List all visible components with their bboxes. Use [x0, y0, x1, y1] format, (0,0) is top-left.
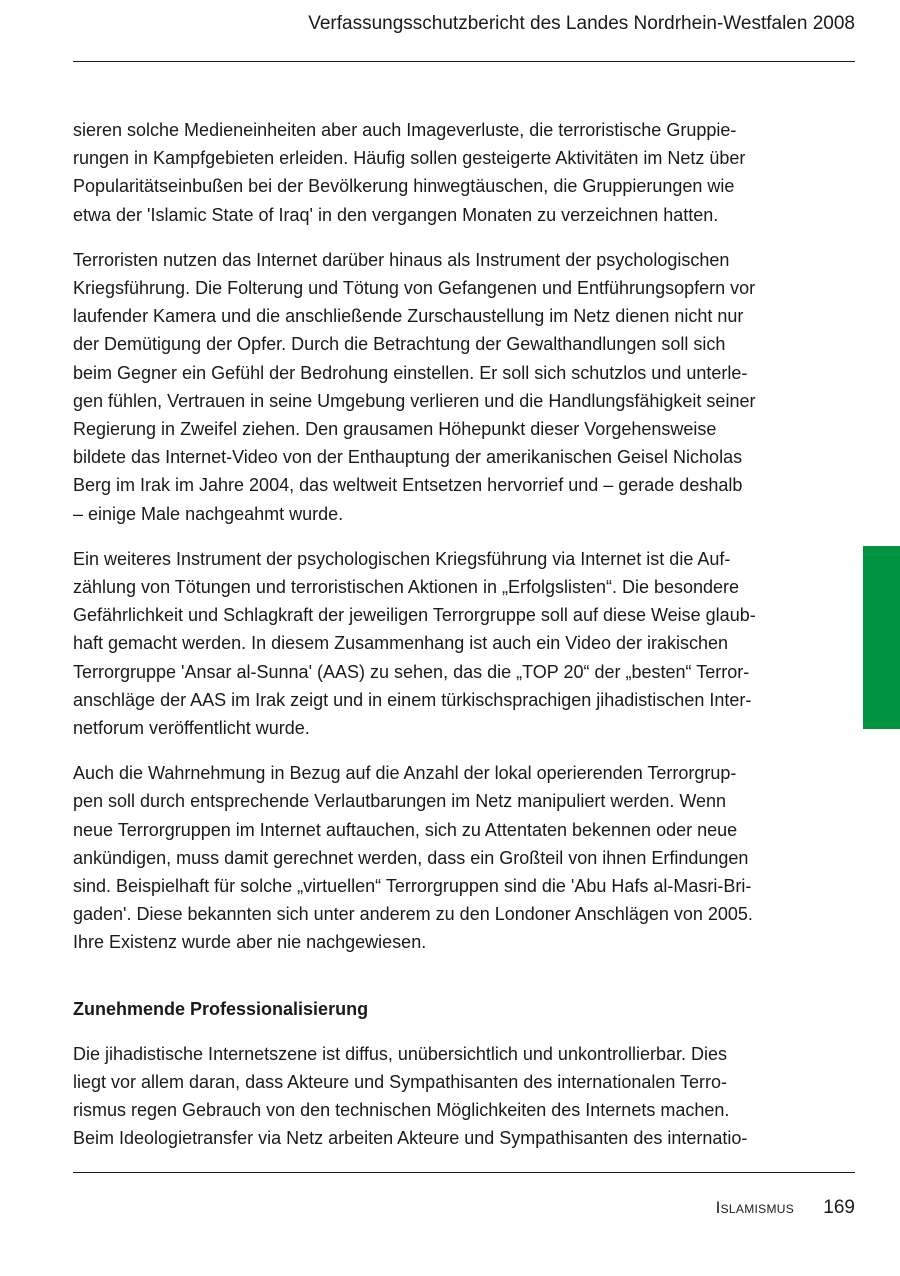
text-line: gaden'. Diese bekannten sich unter anderem zu den Londoner Anschlägen von 2005.: [73, 904, 753, 925]
text-line: Kriegsführung. Die Folterung und Tötung von Gefangenen und Entführungsopfern vor: [73, 278, 756, 299]
page-footer: [716, 1197, 855, 1219]
page-number: 169: [823, 1197, 855, 1218]
text-line: gen fühlen, Vertrauen in seine Umgebung verlieren und die Handlungsfähigkeit seiner: [73, 390, 756, 411]
header-rule: [73, 61, 855, 62]
text-line: Berg im Irak im Jahre 2004, das weltweit Entsetzen hervorrief und – gerade deshalb: [73, 475, 743, 496]
text-line: Ein weiteres Instrument der psychologischen Kriegsführung via Internet ist die Auf-: [73, 548, 731, 569]
text-line: ankündigen, muss damit gerechnet werden, dass ein Großteil von ihnen Erfindungen: [73, 847, 749, 868]
text-line: Gefährlichkeit und Schlagkraft der jeweiligen Terrorgruppe soll auf diese Weise glaub-: [73, 605, 756, 626]
text-line: neue Terrorgruppen im Internet auftauchen, sich zu Attentaten bekennen oder neue: [73, 819, 738, 840]
chapter-marker-tab: [863, 546, 900, 729]
text-line: liegt vor allem daran, dass Akteure und Sympathisanten des internationalen Terro-: [73, 1071, 728, 1092]
text-line: Beim Ideologietransfer via Netz arbeiten Akteure und Sympathisanten des internatio-: [73, 1128, 748, 1149]
paragraph-4: [73, 759, 818, 956]
text-line: Ihre Existenz wurde aber nie nachgewiesen.: [73, 932, 427, 953]
text-line: rungen in Kampfgebieten erleiden. Häufig sollen gesteigerte Aktivitäten im Netz über: [73, 148, 746, 169]
text-line: pen soll durch entsprechende Verlautbarungen im Netz manipuliert werden. Wenn: [73, 791, 727, 812]
text-line: Die jihadistische Internetszene ist diffus, unübersichtlich und unkontrollierbar. Dies: [73, 1043, 728, 1064]
text-line: Terrorgruppe 'Ansar al-Sunna' (AAS) zu sehen, das die „TOP 20“ der „besten“ Terror-: [73, 661, 750, 682]
text-line: Regierung in Zweifel ziehen. Den grausamen Höhepunkt dieser Vorgehensweise: [73, 419, 717, 440]
section-heading: Zunehmende Professionalisierung: [73, 998, 369, 1019]
text-line: anschläge der AAS im Irak zeigt und in einem türkischsprachigen jihadistischen Inter-: [73, 689, 752, 710]
text-line: – einige Male nachgeahmt wurde.: [73, 503, 344, 524]
text-line: der Demütigung der Opfer. Durch die Betrachtung der Gewalthandlungen soll sich: [73, 334, 726, 355]
paragraph-1: [73, 116, 818, 229]
text-line: laufender Kamera und die anschließende Zurschaustellung im Netz dienen nicht nur: [73, 306, 744, 327]
footer-rule: [73, 1172, 855, 1173]
main-text: [73, 116, 818, 1170]
text-line: rismus regen Gebrauch von den technischen Möglichkeiten des Internets machen.: [73, 1100, 730, 1121]
text-line: netforum veröffentlicht wurde.: [73, 718, 310, 739]
paragraph-5: [73, 1040, 818, 1153]
text-line: haft gemacht werden. In diesem Zusammenhang ist auch ein Video der irakischen: [73, 633, 729, 654]
text-line: Terroristen nutzen das Internet darüber hinaus als Instrument der psychologischen: [73, 249, 730, 270]
text-line: etwa der 'Islamic State of Iraq' in den vergangen Monaten zu verzeichnen hatten.: [73, 204, 719, 225]
section-label: Islamismus: [715, 1198, 795, 1217]
text-line: Popularitätseinbußen bei der Bevölkerung hinwegtäuschen, die Gruppierungen wie: [73, 176, 735, 197]
paragraph-3: [73, 545, 818, 742]
text-line: sieren solche Medieneinheiten aber auch Imageverluste, die terroristische Gruppie-: [73, 120, 737, 140]
text-line: bildete das Internet-Video von der Enthauptung der amerikanischen Geisel Nicholas: [73, 447, 743, 468]
text-line: beim Gegner ein Gefühl der Bedrohung einstellen. Er soll sich schutzlos und unterle-: [73, 362, 748, 383]
running-header: Verfassungsschutzbericht des Landes Nordrhein-Westfalen 2008: [308, 13, 855, 34]
text-line: zählung von Tötungen und terroristischen Aktionen in „Erfolgslisten“. Die besondere: [73, 577, 740, 598]
text-line: sind. Beispielhaft für solche „virtuellen“ Terrorgruppen sind die 'Abu Hafs al-Masri-Bri-: [73, 876, 752, 897]
text-line: Auch die Wahrnehmung in Bezug auf die Anzahl der lokal operierenden Terrorgrup-: [73, 763, 737, 784]
paragraph-2: [73, 246, 818, 528]
